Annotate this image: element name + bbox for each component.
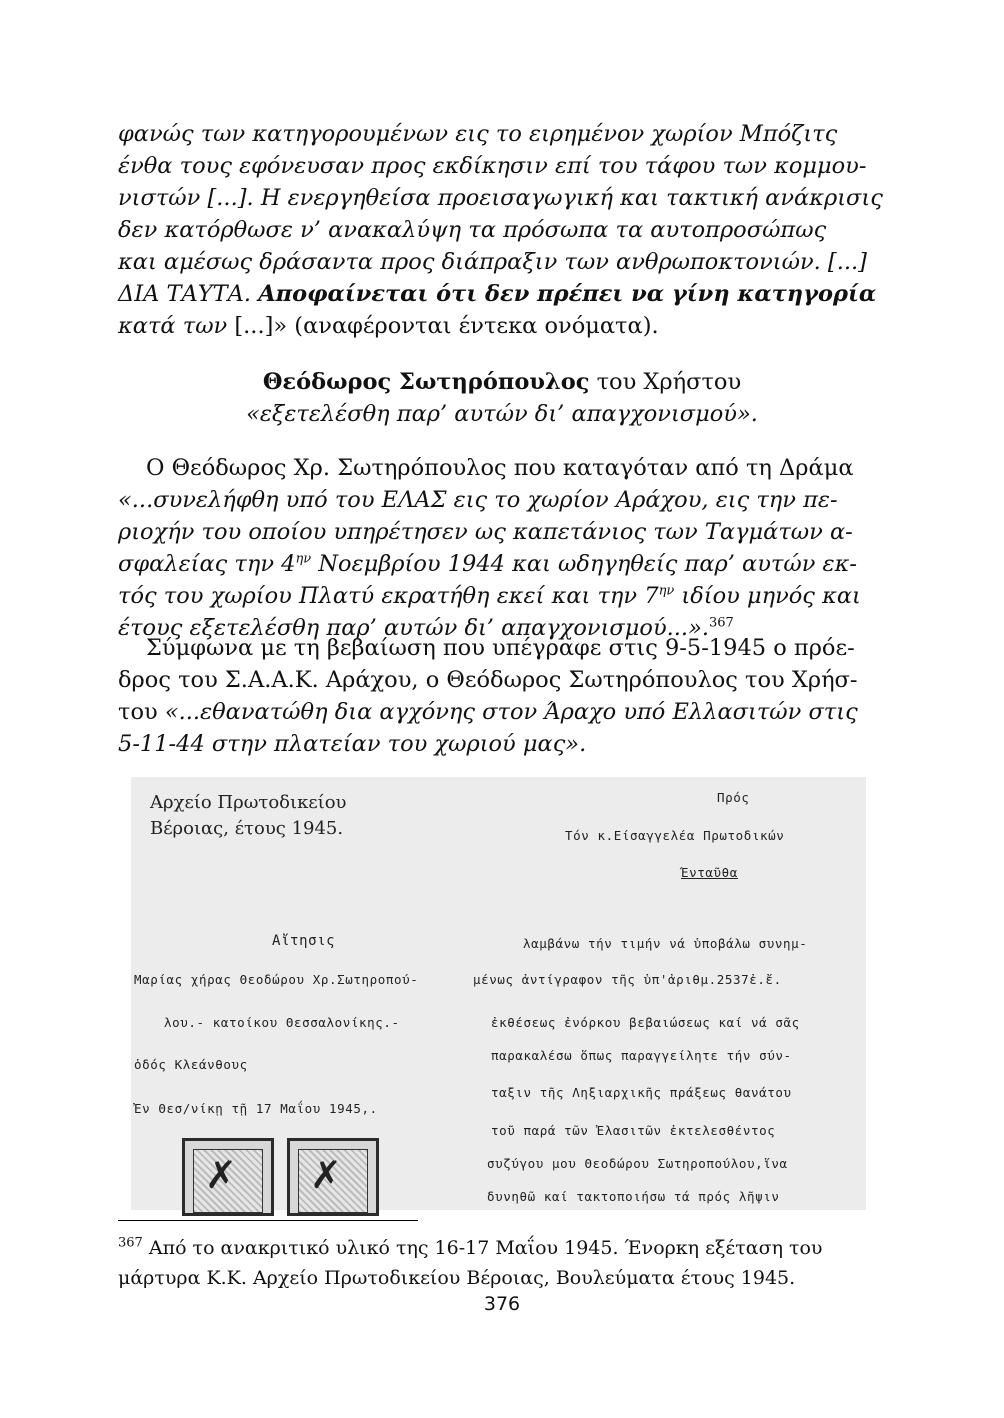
scan-right-4: παρακαλέσω ὅπως παραγγείλητε τήν σύν- bbox=[491, 1048, 792, 1063]
p2-line-4-sup: ην bbox=[295, 551, 312, 567]
p2-line-6-text: έτους εξετελέσθη παρ’ αυτών δι’ απαγχονισμού...». bbox=[118, 615, 709, 641]
revenue-stamp-icon: ✗ bbox=[287, 1138, 379, 1216]
p1-line-1: φανώς των κατηγορουμένων εις το ειρημένον χωρίον Μπόζιτς bbox=[118, 121, 838, 147]
scan-recipient: Τόν κ.Είσαγγελέα Πρωτοδικών bbox=[565, 828, 785, 843]
section-heading bbox=[118, 366, 886, 430]
scan-right-5: ταξιν τῆς Ληξιαρχικῆς πράξεως θανάτου bbox=[491, 1085, 792, 1100]
heading-line-1 bbox=[118, 366, 886, 398]
paragraph-3 bbox=[118, 632, 886, 760]
scan-pros: Πρός bbox=[717, 790, 750, 805]
paragraph-2 bbox=[118, 452, 886, 644]
p3-line-3 bbox=[118, 696, 886, 728]
p2-line-5a: τός του χωρίου Πλατύ εκρατήθη εκεί και την 7 bbox=[118, 583, 659, 609]
paragraph-1 bbox=[118, 118, 886, 342]
scan-right-3: ἐκθέσεως ἐνόρκου βεβαιώσεως καί νά σᾶς bbox=[491, 1015, 800, 1030]
footnote-line-2: μάρτυρα Κ.Κ. Αρχείο Πρωτοδικείου Βέροιας, Βουλεύματα έτους 1945. bbox=[118, 1267, 796, 1289]
p3-line-3b: «...εθανατώθη δια αγχόνης στον Άραχο υπό Ελλασιτών στις bbox=[164, 699, 858, 725]
archive-caption-1: Αρχείο Πρωτοδικείου bbox=[150, 792, 347, 813]
footnote-ref[interactable]: 367 bbox=[709, 615, 734, 631]
p1-line-7b: [...]» (αναφέρονται έντεκα ονόματα). bbox=[234, 313, 659, 339]
p2-line-5 bbox=[118, 580, 886, 612]
p1-line-2: ένθα τους εφόνευσαν προς εκδίκησιν επί του τάφου των κομμου- bbox=[118, 153, 867, 179]
scan-title: Αἴτησις bbox=[272, 933, 336, 949]
p2-line-5b: ιδίου μηνός και bbox=[674, 583, 861, 609]
p2-line-4b: Νοεμβρίου 1944 και ωδηγηθείς παρ’ αυτών εκ- bbox=[311, 551, 857, 577]
p3-line-1: Σύμφωνα με τη βεβαίωση που υπέγραφε στις 9-5-1945 ο πρόε- bbox=[146, 635, 855, 661]
footnote-line-1 bbox=[118, 1233, 886, 1263]
footnote-text-1: Από το ανακριτικό υλικό της 16-17 Μαΐου 1945. Ένορκη εξέταση του bbox=[142, 1237, 823, 1259]
p1-line-3b: Η ενεργηθείσα προεισαγωγική και τακτική ανάκρισις bbox=[260, 185, 883, 211]
p2-line-4 bbox=[118, 548, 886, 580]
scan-right-7: συζύγου μου Θεοδώρου Σωτηροπούλου,ἵνα bbox=[487, 1156, 788, 1171]
revenue-stamp-icon: ✗ bbox=[182, 1138, 274, 1216]
p3-line-4: 5-11-44 στην πλατείαν του χωριού μας». bbox=[118, 731, 587, 757]
scan-left-1: Μαρίας χήρας Θεοδώρου Χρ.Σωτηροπού- bbox=[134, 972, 419, 987]
footnote bbox=[118, 1233, 886, 1293]
p3-line-3a: του bbox=[118, 699, 165, 725]
scan-right-8: δυνηθῶ καί τακτοποιήσω τά πρός λῆψιν bbox=[487, 1189, 780, 1204]
p2-line-4a: σφαλείας την 4 bbox=[118, 551, 296, 577]
scan-left-2: λου.- κατοίκου Θεσσαλονίκης.- bbox=[164, 1015, 400, 1030]
p3-line-2: δρος του Σ.Α.Α.Κ. Αράχου, ο Θεόδωρος Σωτηρόπουλος του Χρήσ- bbox=[118, 667, 858, 693]
scan-left-3: ὁδός Κλεάνθους bbox=[134, 1057, 248, 1072]
footnote-divider bbox=[118, 1220, 418, 1221]
p1-line-3 bbox=[118, 182, 886, 214]
page-number: 376 bbox=[483, 1293, 521, 1315]
scan-right-2: μένως ἀντίγραφον τῆς ὑπ'ἀριθμ.2537ἐ.ἔ. bbox=[473, 972, 782, 987]
p2-line-5-sup: ην bbox=[658, 583, 675, 599]
p1-line-3a: νιστών [...]. bbox=[118, 185, 261, 211]
p1-line-6 bbox=[118, 278, 886, 310]
p1-line-6a: ΔΙΑ ΤΑΥΤΑ. bbox=[118, 281, 259, 307]
archive-caption-2: Βέροιας, έτους 1945. bbox=[150, 818, 344, 839]
p1-line-7 bbox=[118, 310, 886, 342]
p1-line-7a: κατά των bbox=[118, 313, 235, 339]
p2-line-3: ριοχήν του οποίου υπηρέτησεν ως καπετάνιος των Ταγμάτων α- bbox=[118, 519, 853, 545]
p1-line-6b: Αποφαίνεται ότι δεν πρέπει να γίνη κατηγορία bbox=[258, 281, 877, 307]
p2-line-1: Ο Θεόδωρος Χρ. Σωτηρόπουλος που καταγόταν από τη Δράμα bbox=[146, 455, 854, 481]
p1-line-4: δεν κατόρθωσε ν’ ανακαλύψη τα πρόσωπα τα αυτοπροσώπως bbox=[118, 217, 827, 243]
scan-left-4: Ἐν Θεσ/νίκῃ τῇ 17 Μαΐου 1945,. bbox=[134, 1101, 378, 1116]
scan-right-6: τοῦ παρά τῶν Ἐλασιτῶν ἐκτελεσθέντος bbox=[491, 1123, 776, 1138]
scan-place: Ένταῦθα bbox=[681, 865, 738, 880]
footnote-number: 367 bbox=[118, 1235, 143, 1251]
heading-father: του Χρήστου bbox=[589, 369, 742, 395]
p2-line-2: «...συνελήφθη υπό του ΕΛΑΣ εις το χωρίον Αράχου, εις την πε- bbox=[118, 487, 838, 513]
scan-right-1: λαμβάνω τήν τιμήν νά ὑποβάλω συνημ- bbox=[523, 936, 808, 951]
heading-name: Θεόδωρος Σωτηρόπουλος bbox=[262, 369, 590, 395]
p1-line-5: και αμέσως δράσαντα προς διάπραξιν των ανθρωποκτονιών. [...] bbox=[118, 249, 867, 275]
heading-quote: «εξετελέσθη παρ’ αυτών δι’ απαγχονισμού». bbox=[246, 401, 758, 427]
